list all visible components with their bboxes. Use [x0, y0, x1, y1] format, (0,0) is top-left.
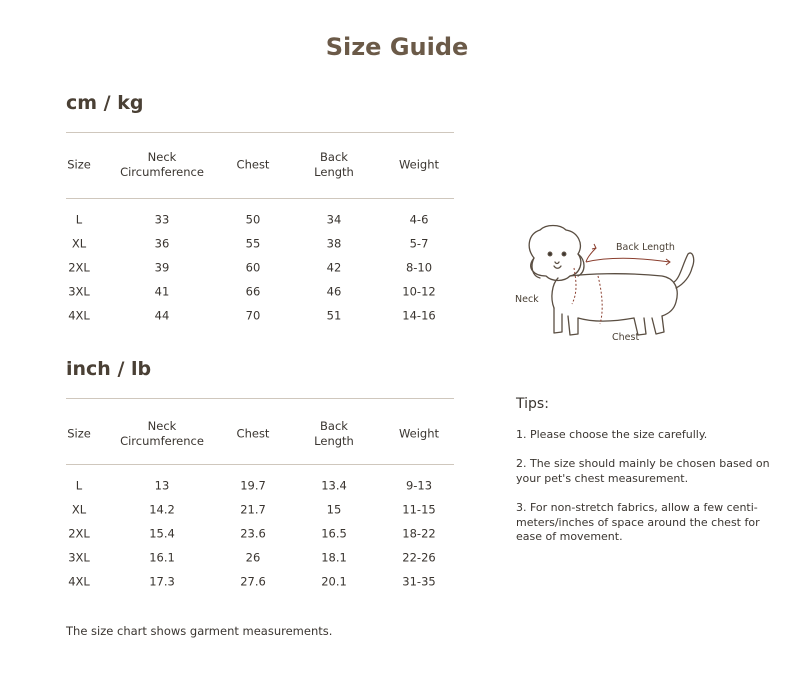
chest-label: Chest — [612, 332, 640, 343]
imperial-table-cell: 26 — [245, 550, 261, 565]
imperial-header-rule — [66, 464, 454, 465]
metric-header-cell: Back Length — [314, 150, 354, 179]
metric-header-rule — [66, 198, 454, 199]
imperial-heading: inch / lb — [66, 358, 152, 380]
imperial-table-cell: 4XL — [68, 574, 90, 589]
footnote: The size chart shows garment measurements. — [66, 624, 333, 638]
imperial-header-cell: Size — [67, 426, 91, 441]
metric-table-cell: 3XL — [68, 284, 90, 299]
page-title: Size Guide — [325, 33, 469, 61]
metric-table-cell: 4-6 — [409, 212, 429, 227]
imperial-top-rule — [66, 398, 454, 399]
imperial-table-cell: 11-15 — [402, 502, 436, 517]
imperial-table-cell: 13 — [154, 478, 170, 493]
metric-header-cell: Chest — [236, 157, 270, 172]
metric-table-cell: 50 — [245, 212, 261, 227]
metric-table-cell: 4XL — [68, 308, 90, 323]
imperial-header-cell: Chest — [236, 426, 270, 441]
metric-table-cell: XL — [71, 236, 87, 251]
metric-table-cell: 34 — [326, 212, 342, 227]
imperial-table-cell: XL — [71, 502, 87, 517]
imperial-table-cell: 17.3 — [149, 574, 175, 589]
imperial-table-cell: 18-22 — [402, 526, 436, 541]
neck-label: Neck — [515, 294, 539, 305]
metric-table-cell: 36 — [154, 236, 170, 251]
tip-item: 2. The size should mainly be chosen based on your pet's chest measurement. — [516, 457, 770, 485]
metric-table-cell: 2XL — [68, 260, 90, 275]
metric-top-rule — [66, 132, 454, 133]
dog-measurement-icon — [512, 218, 712, 348]
imperial-table-cell: 14.2 — [149, 502, 175, 517]
metric-table-cell: 33 — [154, 212, 170, 227]
metric-table-cell: 46 — [326, 284, 342, 299]
metric-table-cell: 39 — [154, 260, 170, 275]
metric-header-cell: Size — [67, 157, 91, 172]
metric-table-cell: 51 — [326, 308, 342, 323]
imperial-table-cell: 27.6 — [240, 574, 266, 589]
back-length-label: Back Length — [616, 242, 675, 253]
metric-header-cell: Neck Circumference — [120, 150, 204, 179]
metric-table-cell: 70 — [245, 308, 261, 323]
metric-header-cell: Weight — [398, 157, 440, 172]
tip-item: 1. Please choose the size carefully. — [516, 428, 708, 441]
imperial-table-cell: 21.7 — [240, 502, 266, 517]
imperial-table-cell: 16.5 — [321, 526, 347, 541]
imperial-table-cell: 20.1 — [321, 574, 347, 589]
tips-heading: Tips: — [516, 396, 549, 412]
imperial-header-cell: Back Length — [314, 419, 354, 448]
metric-table-cell: 60 — [245, 260, 261, 275]
imperial-table-cell: 15.4 — [149, 526, 175, 541]
metric-table-cell: 66 — [245, 284, 261, 299]
metric-table-cell: L — [75, 212, 83, 227]
imperial-table-cell: 31-35 — [402, 574, 436, 589]
imperial-header-cell: Neck Circumference — [120, 419, 204, 448]
metric-table-cell: 55 — [245, 236, 261, 251]
metric-table-cell: 38 — [326, 236, 342, 251]
imperial-header-cell: Weight — [398, 426, 440, 441]
imperial-table-cell: 15 — [326, 502, 342, 517]
metric-table-cell: 14-16 — [402, 308, 436, 323]
metric-table-cell: 44 — [154, 308, 170, 323]
imperial-table-cell: 9-13 — [405, 478, 433, 493]
imperial-table-cell: 16.1 — [149, 550, 175, 565]
imperial-table-cell: L — [75, 478, 83, 493]
imperial-table-cell: 19.7 — [240, 478, 266, 493]
imperial-table-cell: 23.6 — [240, 526, 266, 541]
tip-item: 3. For non-stretch fabrics, allow a few centi-meters/inches of space around the chest for ease of movement. — [516, 501, 760, 543]
imperial-table-cell: 13.4 — [321, 478, 347, 493]
imperial-table-cell: 2XL — [68, 526, 90, 541]
imperial-table-cell: 18.1 — [321, 550, 347, 565]
metric-table-cell: 5-7 — [409, 236, 429, 251]
imperial-table-cell: 3XL — [68, 550, 90, 565]
metric-table-cell: 42 — [326, 260, 342, 275]
metric-table-cell: 41 — [154, 284, 170, 299]
metric-table-cell: 10-12 — [402, 284, 436, 299]
imperial-table-cell: 22-26 — [402, 550, 436, 565]
metric-heading: cm / kg — [66, 92, 144, 114]
metric-table-cell: 8-10 — [405, 260, 433, 275]
